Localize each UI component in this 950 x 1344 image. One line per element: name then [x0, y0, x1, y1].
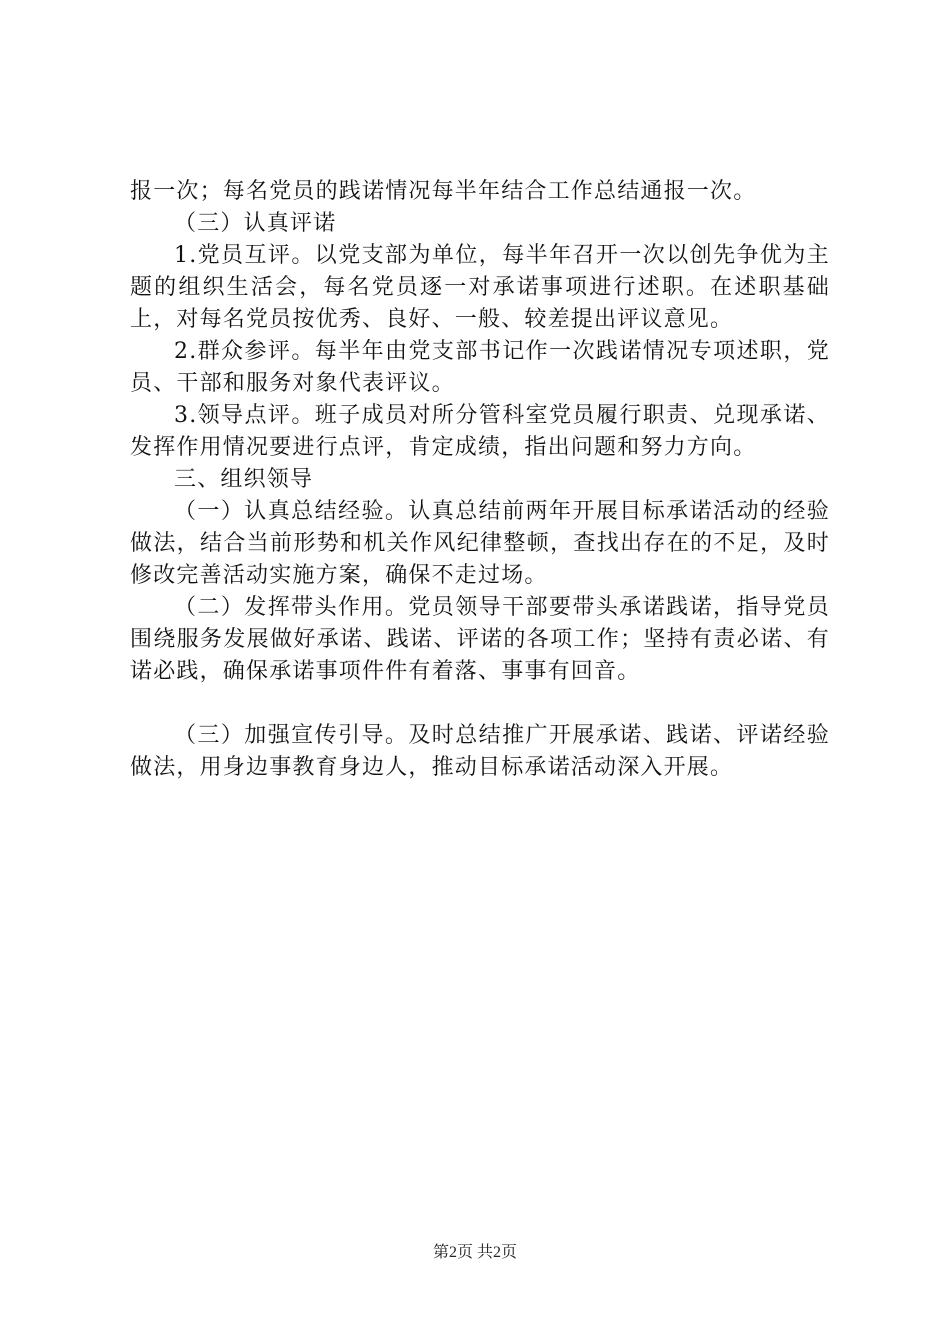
paragraph-public-review: 2.群众参评。每半年由党支部书记作一次践诺情况专项述职，党员、干部和服务对象代表评议。	[130, 339, 830, 396]
paragraph-lead-by-example: （二）发挥带头作用。党员领导干部要带头承诺践诺，指导党员围绕服务发展做好承诺、践诺、评诺的各项工作；坚持有责必诺、有诺必践，确保承诺事项件件有着落、事事有回音。	[130, 595, 830, 684]
paragraph-summarize-experience: （一）认真总结经验。认真总结前两年开展目标承诺活动的经验做法，结合当前形势和机关作风纪律整顿，查找出存在的不足，及时修改完善活动实施方案，确保不走过场。	[130, 499, 830, 588]
paragraph-continuation: 报一次；每名党员的践诺情况每半年结合工作总结通报一次。	[130, 179, 757, 204]
document-body	[130, 176, 830, 784]
paragraph-publicity-guidance: （三）加强宣传引导。及时总结推广开展承诺、践诺、评诺经验做法，用身边事教育身边人，推动目标承诺活动深入开展。	[130, 723, 830, 780]
paragraph-peer-review: 1.党员互评。以党支部为单位，每半年召开一次以创先争优为主题的组织生活会，每名党员逐一对承诺事项进行述职。在述职基础上，对每名党员按优秀、良好、一般、较差提出评议意见。	[130, 243, 830, 332]
heading-organization-leadership: 三、组织领导	[174, 467, 314, 492]
paragraph-leader-review: 3.领导点评。班子成员对所分管科室党员履行职责、兑现承诺、发挥作用情况要进行点评，肯定成绩，指出问题和努力方向。	[130, 403, 830, 460]
page-number-footer: 第2页 共2页	[432, 1244, 517, 1261]
heading-earnest-evaluation: （三）认真评诺	[174, 211, 337, 236]
